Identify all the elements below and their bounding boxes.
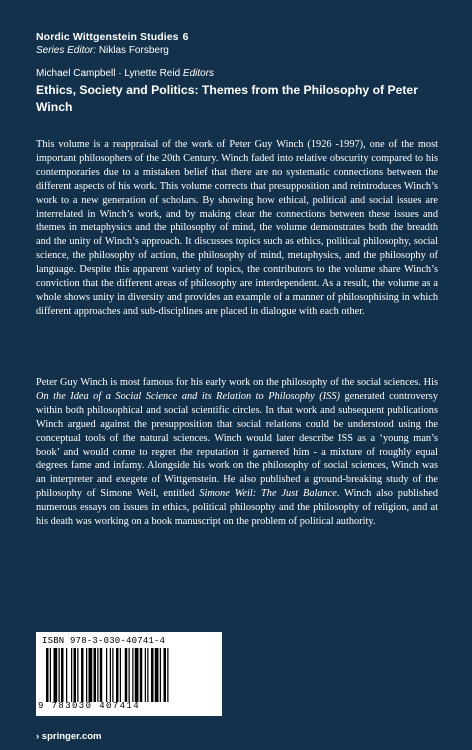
barcode-stripe bbox=[59, 648, 60, 702]
series-name: Nordic Wittgenstein Studies bbox=[36, 31, 179, 43]
series-editor-line bbox=[36, 45, 169, 56]
publisher-link[interactable]: › springer.com bbox=[36, 731, 102, 742]
barcode-stripe bbox=[164, 648, 167, 702]
barcode-stripe bbox=[77, 648, 78, 702]
p2-book-title-iss: On the Idea of a Social Science and its Relation to Philosophy (ISS) bbox=[36, 390, 340, 402]
series-line bbox=[36, 31, 189, 43]
barcode-bars bbox=[42, 648, 216, 702]
isbn-text: ISBN 978-3-030-40741-4 bbox=[42, 636, 166, 646]
barcode-stripe bbox=[167, 648, 168, 702]
barcode-stripe bbox=[89, 648, 93, 702]
editors-role: Editors bbox=[182, 68, 215, 79]
barcode-stripe bbox=[110, 648, 111, 702]
blurb-paragraph-1: This volume is a reappraisal of the work of Peter Guy Winch (1926 -1997), one of the most important philosophers of the 20th Century. Winch faded into relative obscurity compared to his contemporaries due to a mistaken belief that there are no systematic connections between the different aspects of his work. This volume corrects that presupposition and reintroduces Winch’s work to a new generation of scholars. By showing how ethical, political and social issues are interrelated in Winch’s work, and by making clear the connections between these issues and themes in metaphysics and the philosophy of mind, the volume demonstrates both the breadth and the unity of Winch’s approach. It discusses topics such as ethics, political philosophy, social science, the philosophy of action, the philosophy of mind, metaphysics, and the philosophy of language. Despite this apparent variety of topics, the contributors to the volume share Winch’s conviction that the different areas of philosophy are interdependent. As a result, the volume as a whole shows unity in diversity and provides an example of a manner of philosophising in which different approaches and sub-disciplines are placed in dialogue with each other. bbox=[36, 139, 438, 317]
barcode-stripe bbox=[151, 648, 154, 702]
series-editor-label: Series Editor: bbox=[36, 45, 97, 56]
barcode-stripe bbox=[46, 648, 49, 702]
barcode-stripe bbox=[116, 648, 119, 702]
p2-book-title-weil: Simone Weil: The Just Balance bbox=[199, 488, 337, 500]
barcode-stripe bbox=[160, 648, 161, 702]
p2-text-1: Peter Guy Winch is most famous for his early work on the philosophy of the social sciences. His bbox=[36, 377, 438, 388]
barcode-stripe bbox=[155, 648, 159, 702]
barcode-stripe bbox=[125, 648, 128, 702]
barcode-stripe bbox=[54, 648, 58, 702]
barcode-stripe bbox=[50, 648, 51, 702]
barcode-stripe bbox=[106, 648, 107, 702]
barcode-stripe bbox=[71, 648, 72, 702]
barcode-stripe bbox=[112, 648, 113, 702]
barcode-stripe bbox=[74, 648, 77, 702]
barcode-stripe bbox=[132, 648, 133, 702]
barcode-stripe bbox=[100, 648, 103, 702]
barcode-stripe bbox=[147, 648, 148, 702]
barcode-digits: 9 783030 407414 bbox=[38, 701, 141, 711]
barcode-box bbox=[36, 632, 222, 716]
series-number: 6 bbox=[182, 31, 189, 43]
barcode-stripe bbox=[120, 648, 121, 702]
barcode-stripe bbox=[86, 648, 87, 702]
barcode-stripe bbox=[129, 648, 130, 702]
barcode-stripe bbox=[97, 648, 98, 702]
p2-text-3: . Winch also published numerous essays on issues in ethics, political philosophy and the philosophy of religion, and at his death was working on a book manuscript on the problem of political authority. bbox=[36, 488, 439, 528]
barcode-stripe bbox=[94, 648, 97, 702]
series-editor-name: Niklas Forsberg bbox=[98, 45, 169, 56]
barcode-stripe bbox=[81, 648, 84, 702]
editor-names: Michael Campbell · Lynette Reid bbox=[36, 68, 181, 79]
barcode-stripe bbox=[135, 648, 139, 702]
barcode-stripe bbox=[66, 648, 67, 702]
book-title: Ethics, Society and Politics: Themes from the Philosophy of Peter Winch bbox=[36, 83, 418, 114]
barcode-stripe bbox=[145, 648, 146, 702]
barcode-stripe bbox=[61, 648, 64, 702]
blurb-paragraph-2 bbox=[36, 376, 438, 529]
barcode-stripe bbox=[140, 648, 143, 702]
editors-line bbox=[36, 68, 214, 79]
p2-text-2: generated controversy within both philosophical and social scientific circles. In that work and subsequent publications Winch argued against the presupposition that social relations could be understood using the conceptual tools of the natural sciences. Winch would later describe ISS as a ‘young man’s book’ and would come to regret the reputation it garnered him - a mixture of roughly equal degrees fame and infamy. Alongside his work on the philosophy of social sciences, Winch was an interpreter and exegete of Wittgenstein. He also published a ground-breaking study of the philosophy of Simone Weil, entitled bbox=[36, 390, 438, 500]
